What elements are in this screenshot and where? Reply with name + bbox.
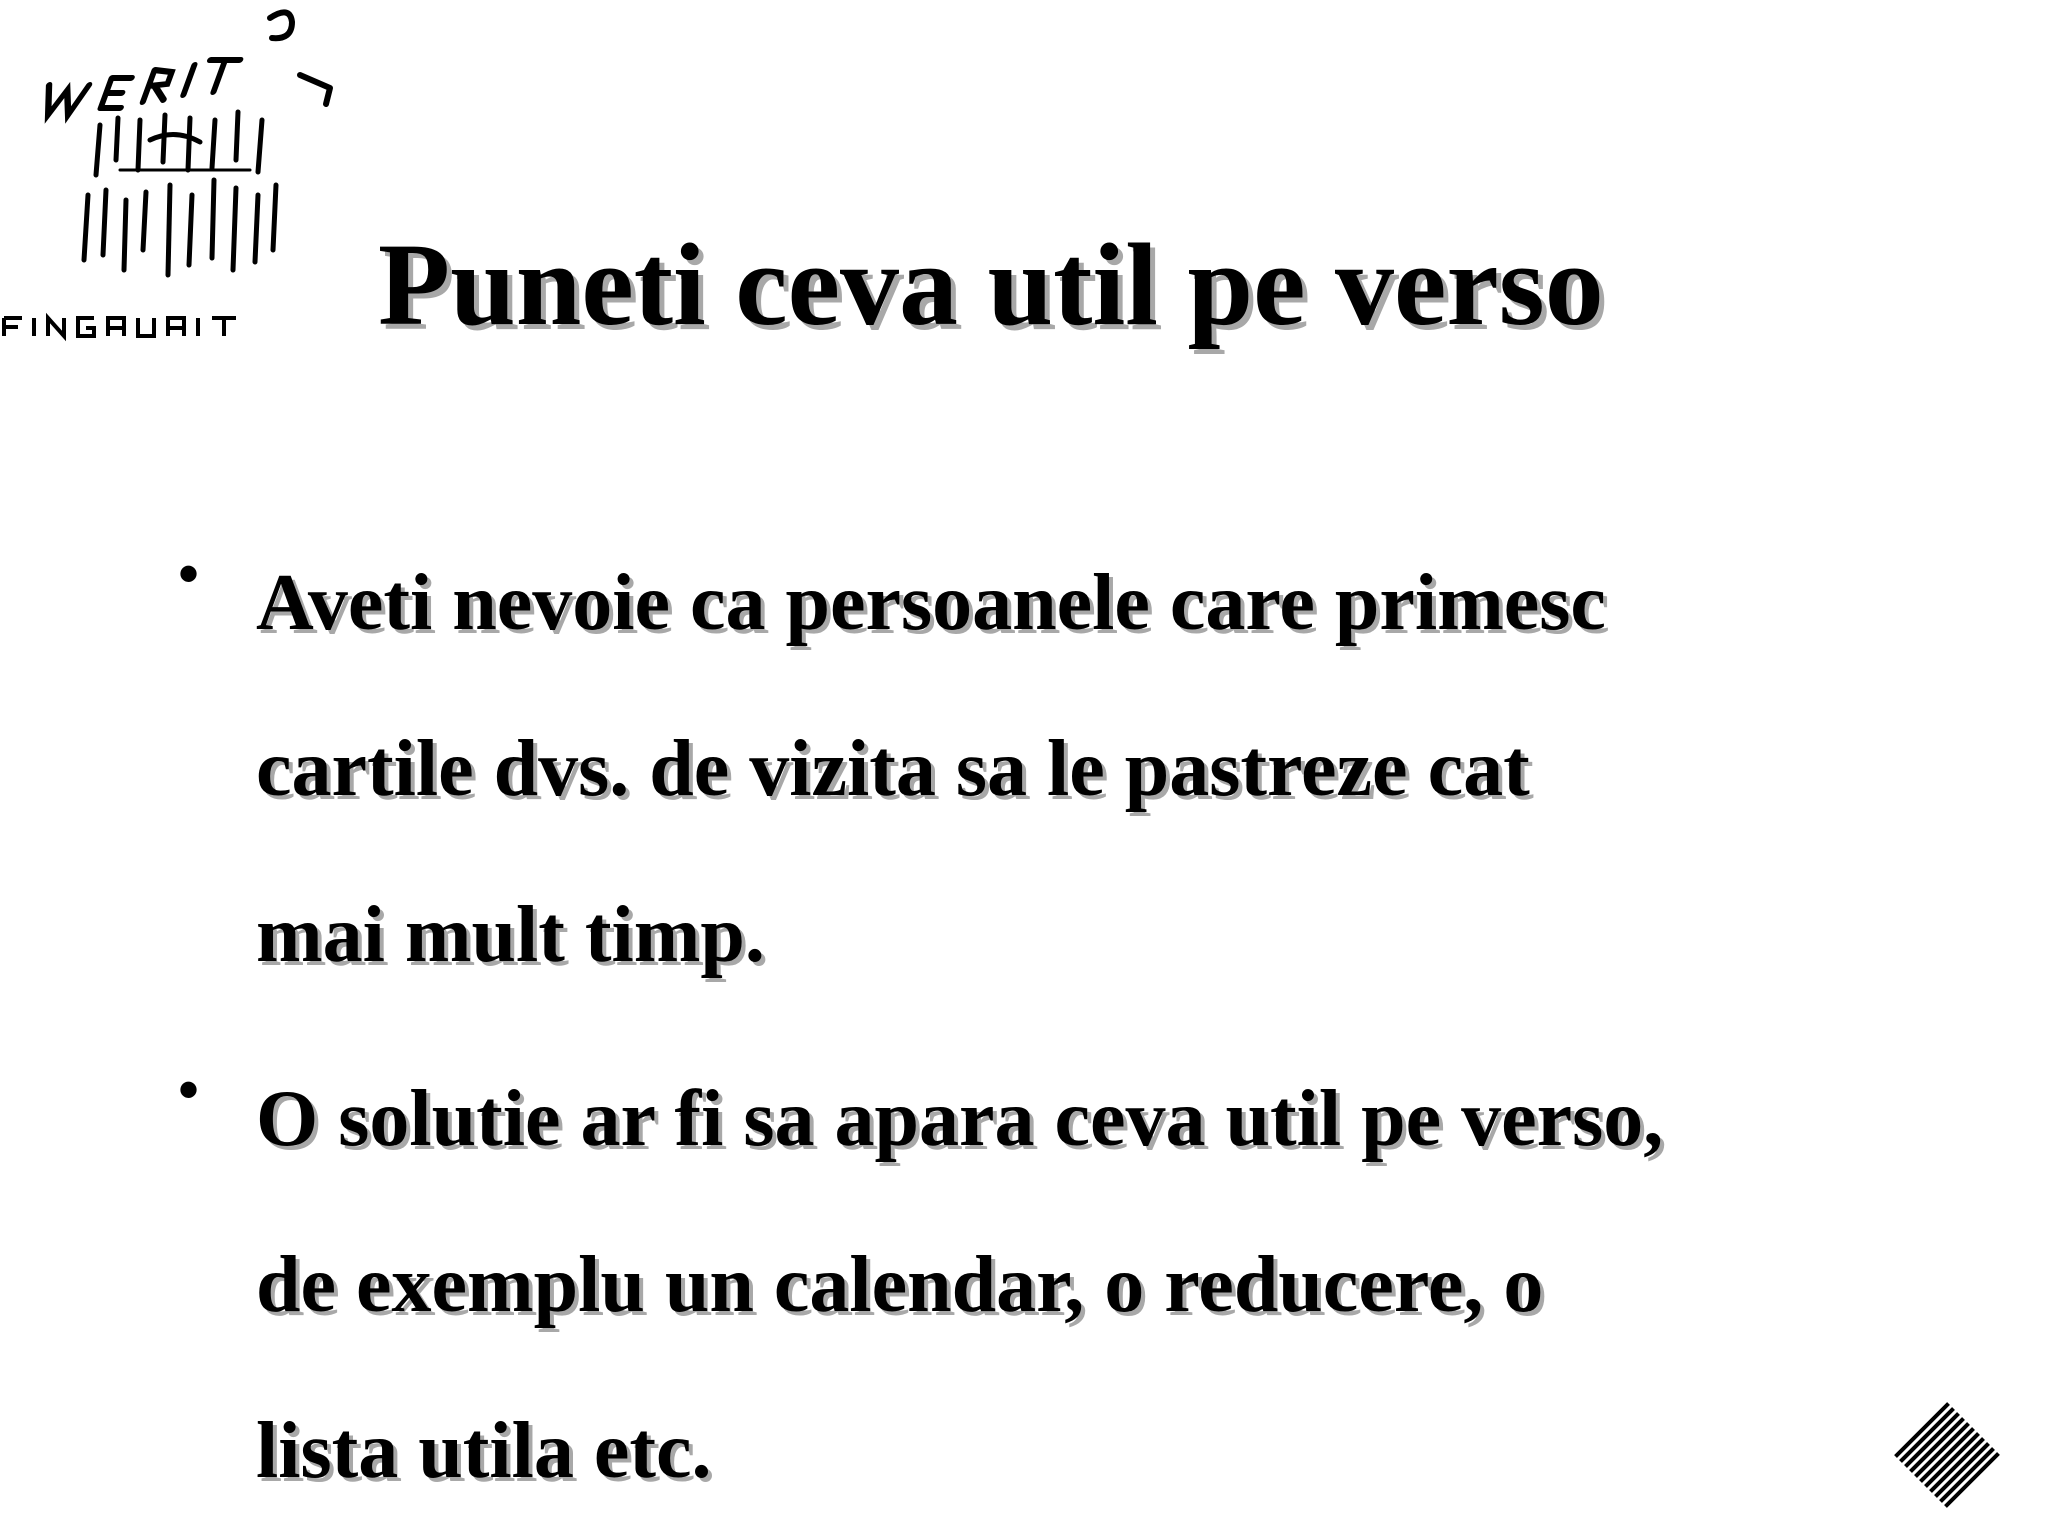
bullet-icon: • xyxy=(178,540,200,607)
bullet-line: Aveti nevoie ca persoanele care primesc xyxy=(256,559,1606,647)
bullet-line: O solutie ar fi sa apara ceva util pe verso, xyxy=(256,1075,1664,1163)
bullet-item xyxy=(0,1036,2048,1534)
bullet-item xyxy=(0,520,2048,1018)
bullet-line: mai mult timp. xyxy=(256,891,765,979)
bullet-line: cartile dvs. de vizita sa le pastreze cat xyxy=(256,725,1530,813)
slide-title: Puneti ceva util pe verso xyxy=(378,219,1604,350)
diagonal-stripes-diamond-icon xyxy=(1892,1400,2002,1510)
bullet-list xyxy=(0,520,2048,1534)
bullet-line: de exemplu un calendar, o reducere, o xyxy=(256,1241,1544,1329)
bullet-line: lista utila etc. xyxy=(256,1407,712,1495)
merit-logo-icon xyxy=(0,0,370,345)
bullet-icon: • xyxy=(178,1056,200,1123)
